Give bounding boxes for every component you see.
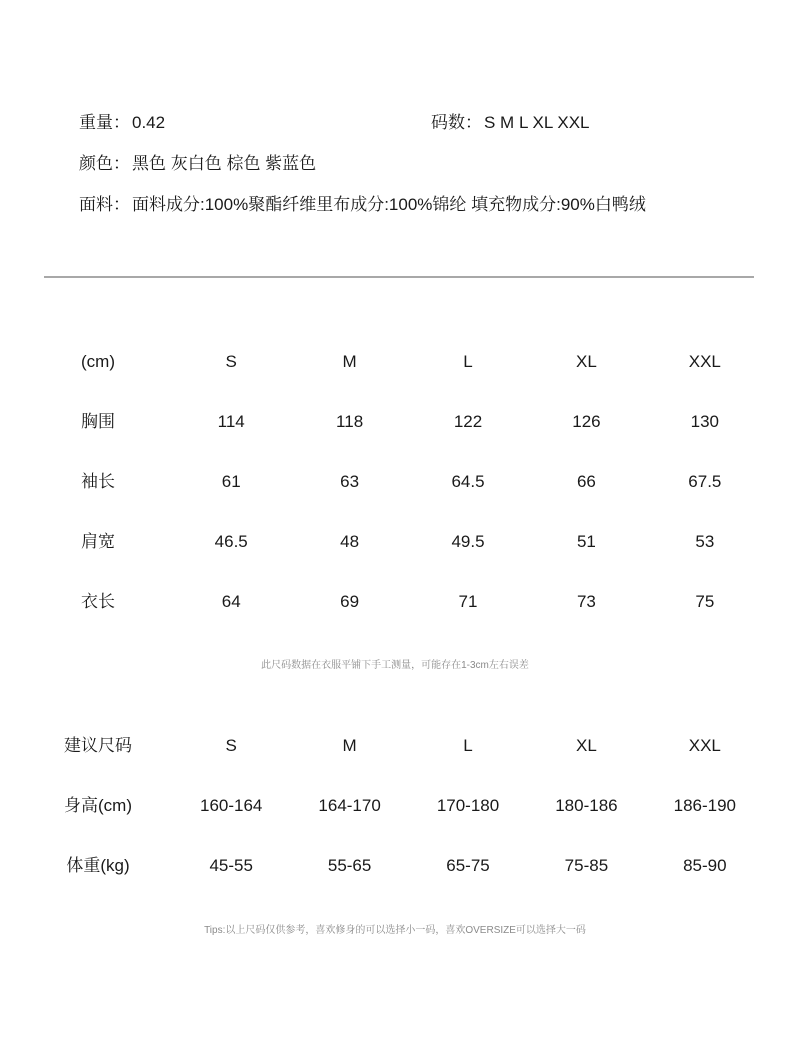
table-cell: 63 [340, 472, 360, 491]
header-cell: XXL [688, 352, 721, 371]
tips-note: Tips:以上尺码仅供参考，喜欢修身的可以选择小一码，喜欢OVERSIZE可以选择大一码 [204, 925, 586, 936]
row-label: 身高(cm) [64, 796, 132, 815]
table-cell: 61 [221, 472, 241, 491]
header-cell: S [225, 352, 237, 371]
row-label: 胸围 [81, 412, 115, 431]
table-cell: 126 [572, 412, 601, 431]
spec-weight-label: 重量： [79, 113, 130, 132]
table-cell: 64 [221, 592, 241, 611]
spec-colors-value: 黑色 灰白色 棕色 紫蓝色 [132, 154, 317, 173]
measurement-table [24, 332, 764, 632]
table-cell: 130 [690, 412, 720, 431]
spec-weight-value: 0.42 [132, 113, 166, 132]
header-cell: XL [576, 352, 597, 371]
header-cell: L [463, 352, 473, 371]
table-cell: 122 [453, 412, 483, 431]
table-cell: 118 [336, 412, 364, 431]
table-row [24, 572, 764, 632]
table-cell: 164-170 [318, 796, 381, 815]
row-label: 肩宽 [81, 532, 115, 551]
spec-fabric [79, 193, 646, 217]
table-cell: 49.5 [451, 532, 485, 551]
table-cell: 75 [695, 592, 715, 611]
table-cell: 170-180 [436, 796, 500, 815]
table-cell: 75-85 [564, 856, 609, 875]
header-cell: M [342, 736, 357, 755]
table-cell: 186-190 [673, 796, 737, 815]
table-cell: 48 [340, 532, 360, 551]
header-cell: S [225, 736, 237, 755]
row-label: 袖长 [81, 472, 115, 491]
table-cell: 64.5 [451, 472, 485, 491]
suggestion-header-row [24, 716, 764, 776]
measurement-note: 此尺码数据在衣服平铺下手工测量，可能存在1-3cm左右误差 [261, 660, 529, 671]
suggestion-table [24, 716, 764, 896]
table-cell: 85-90 [683, 856, 727, 875]
table-cell: 46.5 [214, 532, 248, 551]
spec-sizes [431, 111, 590, 135]
table-row [24, 512, 764, 572]
table-row [24, 776, 764, 836]
header-cell: M [342, 352, 357, 371]
table-cell: 71 [458, 592, 478, 611]
spec-colors [79, 152, 316, 176]
table-row [24, 392, 764, 452]
table-cell: 45-55 [209, 856, 253, 875]
table-cell: 69 [340, 592, 360, 611]
table-cell: 114 [217, 412, 245, 431]
table-cell: 66 [576, 472, 596, 491]
spec-colors-label: 颜色： [79, 154, 130, 173]
table-cell: 51 [576, 532, 596, 551]
spec-sizes-value: S M L XL XXL [484, 113, 590, 132]
header-cell: XXL [688, 736, 721, 755]
table-cell: 55-65 [327, 856, 372, 875]
table-cell: 73 [576, 592, 596, 611]
spec-fabric-label: 面料： [79, 195, 130, 214]
header-cell: (cm) [81, 352, 115, 371]
table-cell: 67.5 [688, 472, 722, 491]
spec-sizes-label: 码数： [431, 113, 482, 132]
table-cell: 53 [695, 532, 715, 551]
spec-weight [79, 111, 165, 135]
measurement-header-row [24, 332, 764, 392]
table-cell: 65-75 [446, 856, 490, 875]
spec-fabric-value: 面料成分:100%聚酯纤维里布成分:100%锦纶 填充物成分:90%白鸭绒 [132, 195, 646, 214]
header-cell: XL [576, 736, 597, 755]
table-cell: 180-186 [555, 796, 618, 815]
table-cell: 160-164 [200, 796, 263, 815]
header-cell: L [463, 736, 473, 755]
row-label: 衣长 [81, 592, 115, 611]
section-divider [44, 276, 754, 278]
row-label: 体重(kg) [66, 856, 130, 875]
table-row [24, 452, 764, 512]
header-cell: 建议尺码 [64, 736, 132, 755]
table-row [24, 836, 764, 896]
